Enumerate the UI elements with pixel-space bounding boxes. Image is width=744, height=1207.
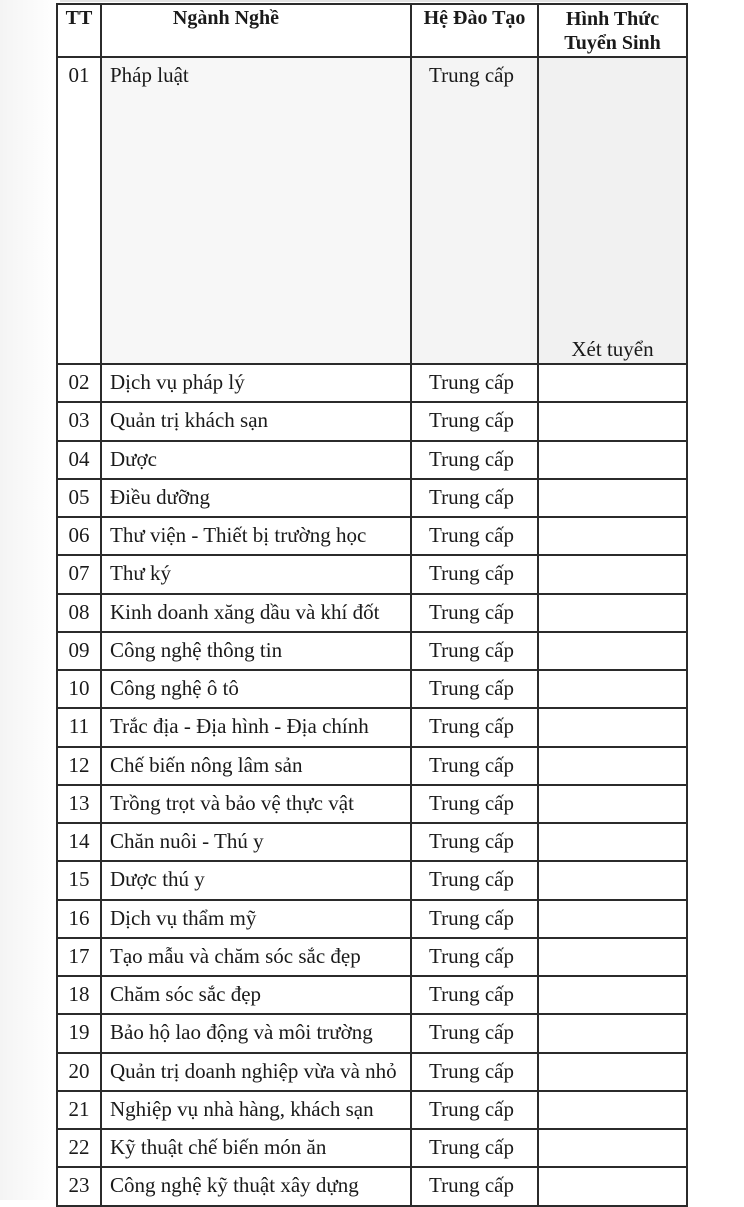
admission-method-cell	[538, 938, 687, 976]
admission-method-cell	[538, 402, 687, 440]
table-row	[57, 785, 687, 823]
table-header	[57, 4, 687, 57]
table-row	[57, 1014, 687, 1052]
row-number: 20	[57, 1053, 101, 1091]
table-row	[57, 402, 687, 440]
row-number: 15	[57, 861, 101, 899]
row-number: 13	[57, 785, 101, 823]
profession-name: Quản trị khách sạn	[101, 402, 411, 440]
profession-name: Kinh doanh xăng dầu và khí đốt	[101, 594, 411, 632]
admission-method-cell	[538, 861, 687, 899]
admission-method-cell	[538, 708, 687, 746]
training-level: Trung cấp	[411, 861, 538, 899]
table-row	[57, 670, 687, 708]
profession-name: Công nghệ kỹ thuật xây dựng	[101, 1167, 411, 1205]
training-level: Trung cấp	[411, 1014, 538, 1052]
profession-name: Công nghệ ô tô	[101, 670, 411, 708]
profession-name: Công nghệ thông tin	[101, 632, 411, 670]
table-body	[57, 57, 687, 1206]
admission-method-cell	[538, 747, 687, 785]
training-level: Trung cấp	[411, 785, 538, 823]
profession-name: Chế biến nông lâm sản	[101, 747, 411, 785]
profession-name: Dược thú y	[101, 861, 411, 899]
admission-method-cell	[538, 441, 687, 479]
row-number: 09	[57, 632, 101, 670]
row-number: 22	[57, 1129, 101, 1167]
training-level: Trung cấp	[411, 670, 538, 708]
training-level: Trung cấp	[411, 976, 538, 1014]
profession-name: Dược	[101, 441, 411, 479]
profession-name: Trắc địa - Địa hình - Địa chính	[101, 708, 411, 746]
profession-name: Quản trị doanh nghiệp vừa và nhỏ	[101, 1053, 411, 1091]
training-level: Trung cấp	[411, 479, 538, 517]
admission-method-cell	[538, 632, 687, 670]
training-level: Trung cấp	[411, 1053, 538, 1091]
training-level: Trung cấp	[411, 1167, 538, 1205]
row-number: 04	[57, 441, 101, 479]
profession-name: Chăn nuôi - Thú y	[101, 823, 411, 861]
profession-name: Dịch vụ pháp lý	[101, 364, 411, 402]
table-row	[57, 938, 687, 976]
row-number: 23	[57, 1167, 101, 1205]
training-level: Trung cấp	[411, 1129, 538, 1167]
table-row	[57, 823, 687, 861]
admission-method-cell	[538, 976, 687, 1014]
admission-method-cell	[538, 479, 687, 517]
training-level: Trung cấp	[411, 594, 538, 632]
admission-method-cell	[538, 900, 687, 938]
header-tt: TT	[57, 4, 101, 57]
row-number: 03	[57, 402, 101, 440]
table-row	[57, 57, 687, 364]
profession-name: Chăm sóc sắc đẹp	[101, 976, 411, 1014]
profession-name: Bảo hộ lao động và môi trường	[101, 1014, 411, 1052]
admission-method-cell	[538, 517, 687, 555]
profession-name: Tạo mẫu và chăm sóc sắc đẹp	[101, 938, 411, 976]
profession-name: Điều dưỡng	[101, 479, 411, 517]
table-row	[57, 441, 687, 479]
table-row	[57, 708, 687, 746]
admission-method-cell	[538, 1014, 687, 1052]
admission-method-cell	[538, 1091, 687, 1129]
training-level: Trung cấp	[411, 555, 538, 593]
profession-name: Trồng trọt và bảo vệ thực vật	[101, 785, 411, 823]
table-row	[57, 1091, 687, 1129]
row-number: 02	[57, 364, 101, 402]
table-row	[57, 976, 687, 1014]
admission-method-cell	[538, 823, 687, 861]
profession-name: Dịch vụ thẩm mỹ	[101, 900, 411, 938]
profession-name: Kỹ thuật chế biến món ăn	[101, 1129, 411, 1167]
admission-method-cell	[538, 594, 687, 632]
profession-name: Thư viện - Thiết bị trường học	[101, 517, 411, 555]
training-level: Trung cấp	[411, 364, 538, 402]
training-level: Trung cấp	[411, 441, 538, 479]
training-level: Trung cấp	[411, 1091, 538, 1129]
table-row	[57, 632, 687, 670]
row-number: 16	[57, 900, 101, 938]
profession-name: Pháp luật	[101, 57, 411, 364]
admission-method: Xét tuyển	[571, 337, 654, 361]
row-number: 18	[57, 976, 101, 1014]
training-level: Trung cấp	[411, 632, 538, 670]
table-row	[57, 747, 687, 785]
row-number: 12	[57, 747, 101, 785]
admission-method-cell	[538, 555, 687, 593]
admission-method-cell	[538, 57, 687, 364]
training-level: Trung cấp	[411, 747, 538, 785]
admission-method-cell	[538, 364, 687, 402]
table-row	[57, 364, 687, 402]
row-number: 01	[57, 57, 101, 364]
page-margin-shadow	[0, 0, 56, 1200]
header-he-dao-tao: Hệ Đào Tạo	[411, 4, 538, 57]
table-row	[57, 1053, 687, 1091]
profession-name: Nghiệp vụ nhà hàng, khách sạn	[101, 1091, 411, 1129]
table-row	[57, 900, 687, 938]
row-number: 08	[57, 594, 101, 632]
header-hinh-thuc-tuyen-sinh: Hình Thức Tuyển Sinh	[538, 4, 687, 57]
row-number: 07	[57, 555, 101, 593]
admission-method-cell	[538, 1053, 687, 1091]
row-number: 11	[57, 708, 101, 746]
admission-method-cell	[538, 1129, 687, 1167]
row-number: 17	[57, 938, 101, 976]
training-level: Trung cấp	[411, 517, 538, 555]
table-row	[57, 594, 687, 632]
admission-method-cell	[538, 670, 687, 708]
table-row	[57, 479, 687, 517]
table-row	[57, 555, 687, 593]
table-row	[57, 861, 687, 899]
row-number: 21	[57, 1091, 101, 1129]
row-number: 19	[57, 1014, 101, 1052]
training-level: Trung cấp	[411, 708, 538, 746]
header-nganh-nghe: Ngành Nghề	[101, 4, 411, 57]
training-level: Trung cấp	[411, 402, 538, 440]
row-number: 14	[57, 823, 101, 861]
profession-name: Thư ký	[101, 555, 411, 593]
admission-method-cell	[538, 785, 687, 823]
header-row	[57, 4, 687, 57]
admissions-table	[56, 3, 688, 1207]
row-number: 06	[57, 517, 101, 555]
training-level: Trung cấp	[411, 57, 538, 364]
table-row	[57, 517, 687, 555]
training-level: Trung cấp	[411, 823, 538, 861]
training-level: Trung cấp	[411, 900, 538, 938]
row-number: 05	[57, 479, 101, 517]
row-number: 10	[57, 670, 101, 708]
table-row	[57, 1129, 687, 1167]
training-level: Trung cấp	[411, 938, 538, 976]
